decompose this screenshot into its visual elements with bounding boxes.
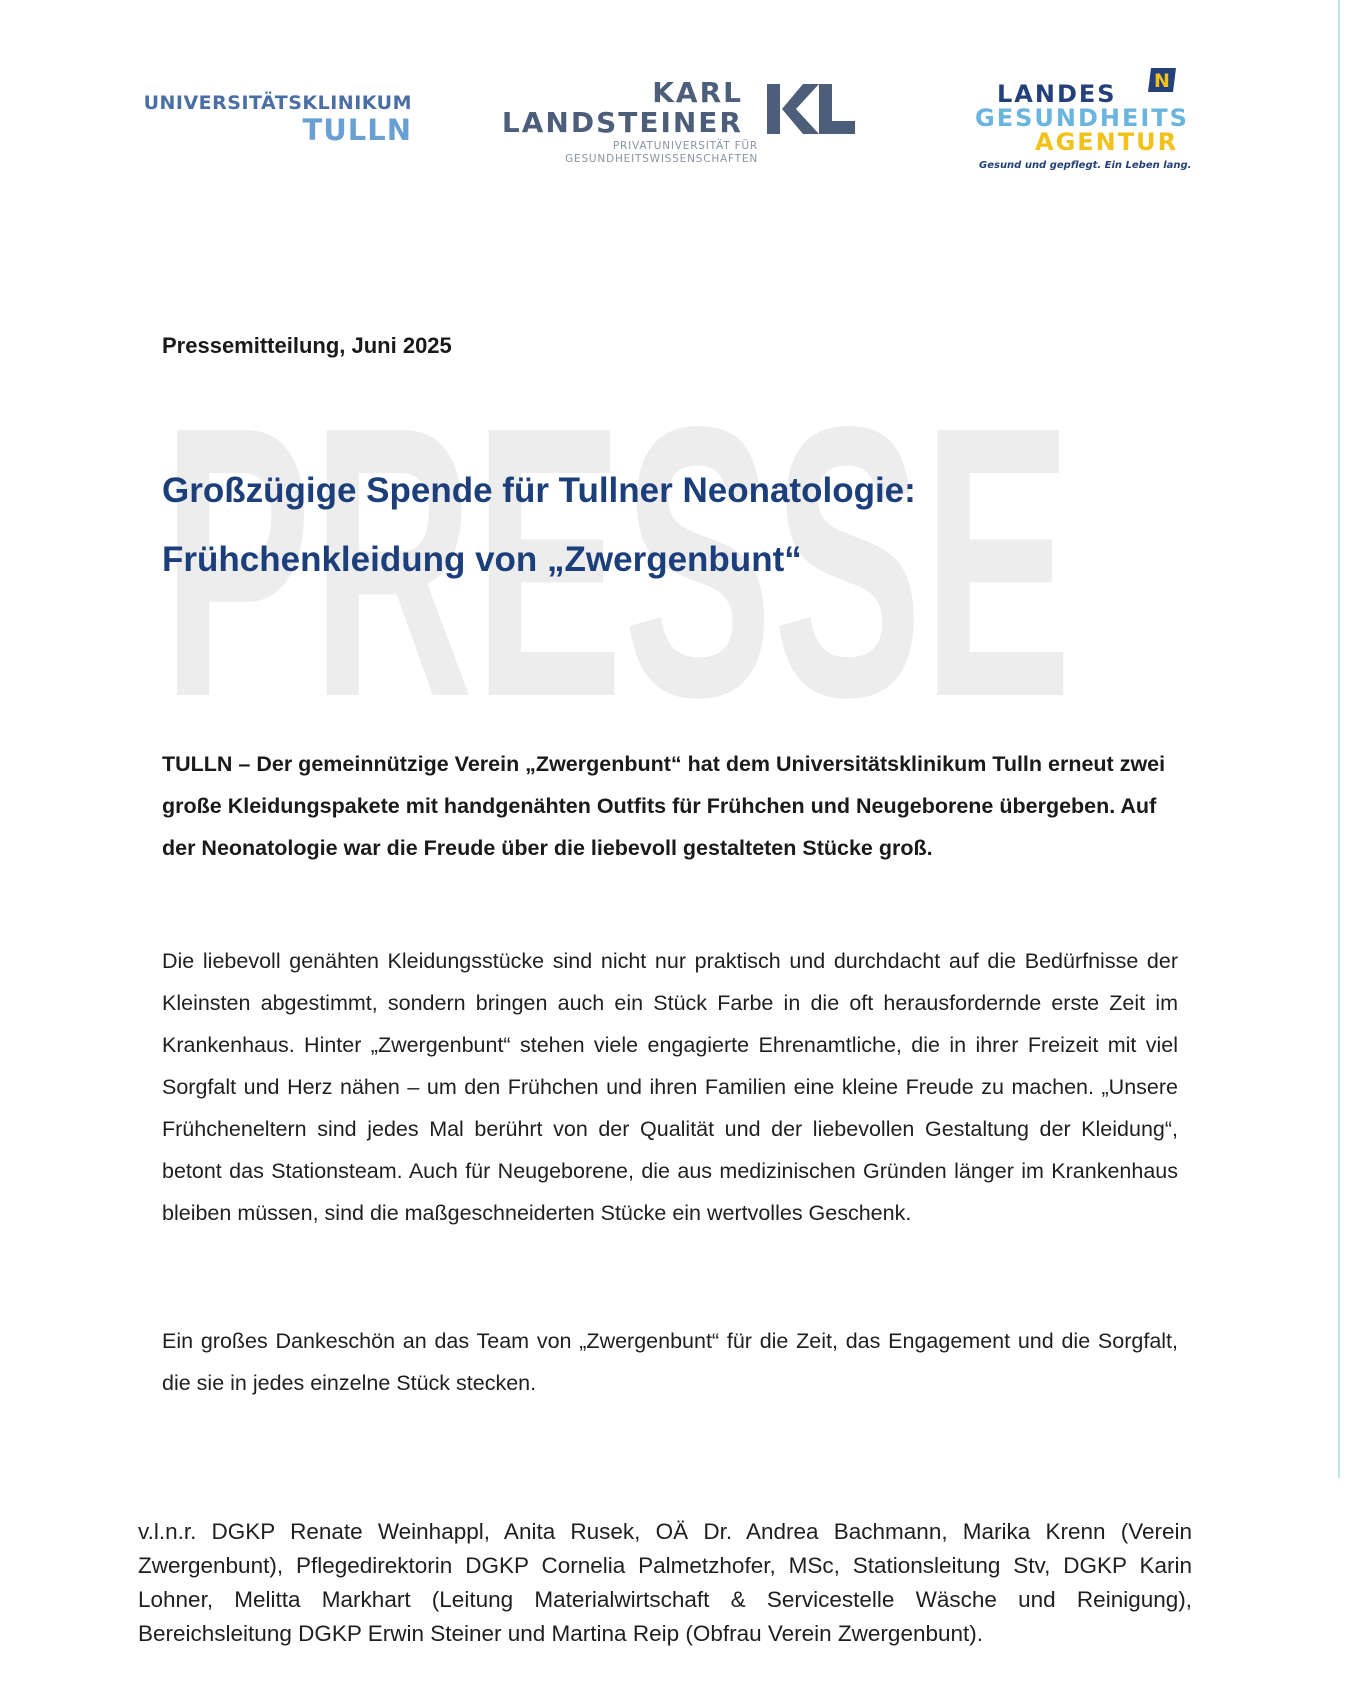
logo-ukt-line1: UNIVERSITÄTSKLINIKUM — [143, 92, 412, 114]
noe-badge-letter: N — [1154, 70, 1170, 92]
dateline: Pressemitteilung, Juni 2025 — [162, 333, 452, 358]
logo-kl-line1: KARL — [652, 76, 743, 109]
headline-line2: Frühchenkleidung von „Zwergenbunt“ — [162, 540, 802, 579]
photo-caption: v.l.n.r. DGKP Renate Weinhappl, Anita Rusek, OÄ Dr. Andrea Bachmann, Marika Krenn (Verein Zwergenbunt), Pflegedirektorin DGKP Cornelia Palmetzhofer, MSc, Stationsleitung Stv, DGKP Karin Lohner, Melitta Markhart (Leitung Materialwirtschaft & Servicestelle Wäsche und Reinigung), Bereichsleitung DGKP Erwin Steiner und Martina Reip (Obfrau Verein Zwergenbunt). — [138, 1519, 1192, 1646]
logo-kl-sub1: PRIVATUNIVERSITÄT FÜR — [612, 140, 758, 152]
logo-lga-line2: GESUNDHEITS — [975, 104, 1189, 132]
body-paragraph: Ein großes Dankeschön an das Team von „Zwergenbunt“ für die Zeit, das Engagement und die Sorgfalt, die sie in jedes einzelne Stück stecken. — [162, 1329, 1178, 1395]
logo-lga-tagline: Gesund und gepflegt. Ein Leben lang. — [979, 160, 1192, 171]
logo-karl-landsteiner — [501, 76, 860, 168]
headline-line1: Großzügige Spende für Tullner Neonatologie: — [162, 471, 916, 510]
logo-universitaetsklinikum-tulln — [132, 92, 412, 148]
logo-kl-line2: LANDSTEINER — [501, 106, 743, 139]
watermark-text: PRESSE — [162, 405, 1072, 705]
kl-monogram-icon — [765, 82, 857, 136]
lead-paragraph: TULLN – Der gemeinnützige Verein „Zwergenbunt“ hat dem Universitätsklinikum Tulln erneut zwei große Kleidungspakete mit handgenähten Outfits für Frühchen und Neugeborene übergeben. Auf der Neonatologie war die Freude über die liebevoll gestalteten Stücke groß. — [162, 752, 1166, 860]
logo-landesgesundheitsagentur — [975, 66, 1205, 176]
logo-ukt-line2: TULLN — [302, 113, 412, 147]
logo-kl-sub2: GESUNDHEITSWISSENSCHAFTEN — [565, 153, 758, 165]
logo-kl-name — [502, 78, 743, 138]
page-edge-rule — [1338, 0, 1340, 1478]
logo-lga-line3: AGENTUR — [1035, 128, 1179, 156]
body-paragraph: Die liebevoll genähten Kleidungsstücke sind nicht nur praktisch und durchdacht auf die Bedürfnisse der Kleinsten abgestimmt, sondern bringen auch ein Stück Farbe in die oft herausfordernde erste Zeit im Krankenhaus. Hinter „Zwergenbunt“ stehen viele engagierte Ehrenamtliche, die in ihrer Freizeit mit viel Sorgfalt und Herz nähen – um den Frühchen und ihren Familien eine kleine Freude zu machen. „Unsere Frühcheneltern sind jedes Mal berührt von der Qualität und der liebevollen Gestaltung der Kleidung“, betont das Stationsteam. Auch für Neugeborene, die aus medizinischen Gründen länger im Krankenhaus bleiben müssen, sind die maßgeschneiderten Stücke ein wertvolles Geschenk. — [162, 949, 1178, 1225]
logo-lga-line1: LANDES — [997, 80, 1117, 108]
logo-kl-subtitle — [540, 140, 758, 166]
headline — [162, 456, 1162, 594]
noe-badge-icon — [1147, 66, 1177, 94]
